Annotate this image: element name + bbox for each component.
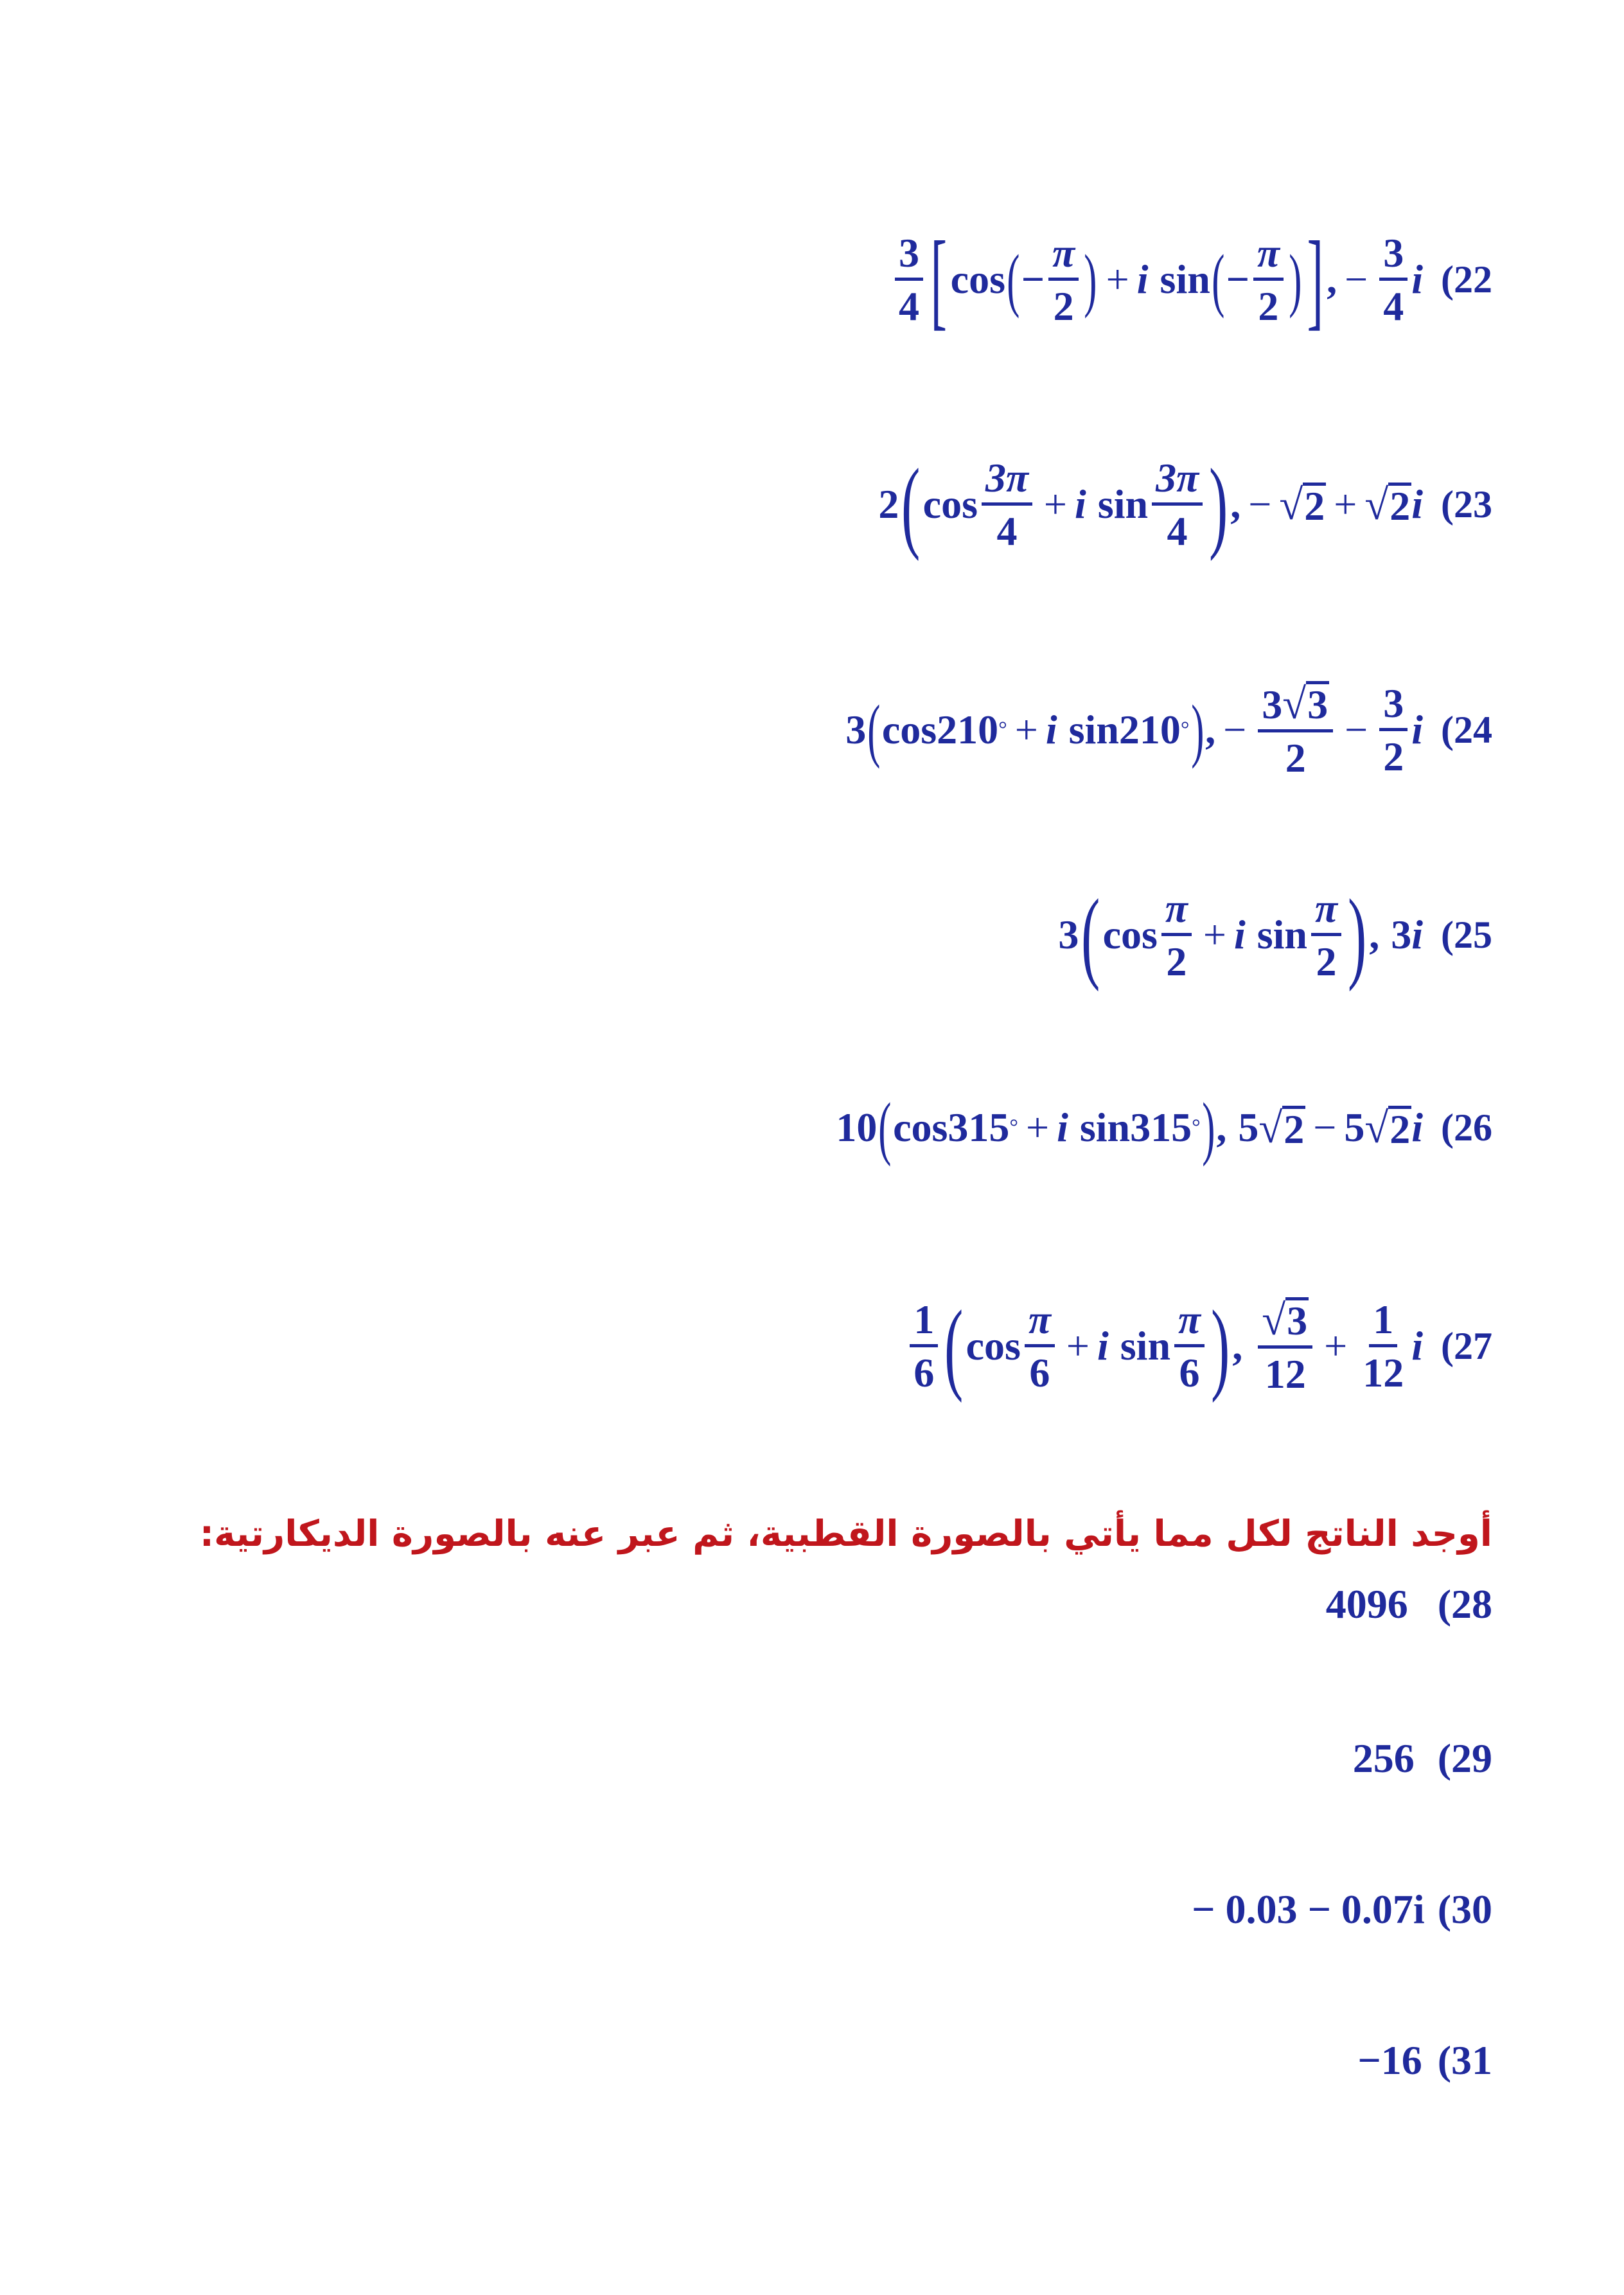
- sin-text: sin: [1257, 912, 1308, 957]
- problem-26: [836, 1088, 1492, 1167]
- denominator: 2: [1285, 735, 1306, 781]
- angle: 315: [1130, 1104, 1192, 1150]
- denominator: 4: [899, 283, 920, 329]
- minus-sign: −: [1345, 256, 1368, 302]
- fraction: [895, 229, 923, 329]
- answer-28: [1326, 1581, 1492, 1628]
- problem-22: [891, 219, 1492, 340]
- numerator: π: [1311, 888, 1341, 936]
- sqrt-symbol: √: [1282, 679, 1307, 728]
- denominator: 2: [1383, 733, 1404, 779]
- left-paren: (: [867, 691, 881, 769]
- sqrt-symbol: √: [1364, 481, 1389, 529]
- answer-value: 256: [1352, 1735, 1415, 1781]
- right-paren: ): [1347, 878, 1367, 992]
- answer-value: 4096: [1325, 1581, 1408, 1627]
- fraction: [1025, 1296, 1055, 1396]
- radicand: 3: [1287, 1298, 1308, 1343]
- answer-coefficient: 3: [1391, 912, 1412, 957]
- numerator: 1: [910, 1299, 938, 1347]
- right-paren: ): [1190, 691, 1204, 769]
- comma: ,: [1232, 1323, 1243, 1369]
- section-instruction: أوجد الناتج لكل مما يأتي بالصورة القطبية، ثم عبر عنه بالصورة الديكارتية:: [199, 1513, 1492, 1555]
- problem-number: (22: [1441, 258, 1492, 301]
- square-root: [1282, 679, 1329, 728]
- plus-sign: +: [1014, 707, 1038, 752]
- answer-value: −16: [1357, 2037, 1422, 2083]
- plus-sign: +: [1025, 1104, 1050, 1150]
- plus-sign: +: [1043, 481, 1068, 527]
- fraction: [982, 454, 1032, 554]
- degree-symbol: °: [1180, 718, 1190, 741]
- fraction: [1359, 1296, 1408, 1396]
- sin-text: sin: [1120, 1323, 1171, 1369]
- right-paren: ): [1201, 1088, 1215, 1167]
- degree-symbol: °: [1192, 1115, 1201, 1139]
- numerator: π: [1174, 1299, 1205, 1347]
- angle: 210: [1118, 707, 1181, 752]
- minus-sign: −: [1226, 256, 1249, 302]
- answer-31: [1357, 2037, 1492, 2084]
- coefficient: 5: [1238, 1104, 1259, 1150]
- imaginary-unit: i: [1233, 912, 1246, 957]
- degree-symbol: °: [1009, 1115, 1018, 1139]
- problem-23: [878, 447, 1492, 562]
- square-root: [1364, 1104, 1411, 1153]
- plus-sign: +: [1106, 256, 1129, 302]
- numerator: π: [1048, 233, 1079, 281]
- imaginary-unit: i: [1411, 481, 1424, 527]
- denominator: 12: [1264, 1351, 1306, 1397]
- problem-number: (30: [1437, 1886, 1492, 1932]
- minus-sign: −: [1223, 707, 1247, 752]
- denominator: 2: [1166, 938, 1187, 984]
- comma: ,: [1205, 707, 1216, 752]
- left-paren: (: [901, 447, 921, 562]
- problem-number: (23: [1441, 483, 1492, 526]
- fraction: [1258, 1297, 1312, 1395]
- plus-sign: +: [1324, 1323, 1348, 1369]
- denominator: 4: [1167, 508, 1188, 554]
- denominator: 6: [1179, 1349, 1200, 1396]
- numerator: 3π: [1152, 457, 1203, 506]
- problem-number: (25: [1441, 913, 1492, 956]
- cos-text: cos: [881, 707, 937, 752]
- plus-sign: +: [1334, 481, 1357, 527]
- radicand: 2: [1390, 483, 1411, 529]
- left-paren: (: [1212, 240, 1225, 319]
- cos-text: cos: [1102, 912, 1158, 957]
- problem-number: (26: [1441, 1106, 1492, 1149]
- imaginary-unit: i: [1097, 1323, 1109, 1369]
- coefficient: 3: [1058, 912, 1079, 957]
- fraction: [1379, 229, 1408, 329]
- numerator: π: [1253, 233, 1284, 281]
- problem-number: (31: [1437, 2037, 1492, 2083]
- fraction: [1379, 680, 1408, 779]
- right-paren: ): [1209, 447, 1228, 562]
- denominator: 6: [1029, 1349, 1050, 1396]
- numerator: 3: [895, 233, 923, 281]
- cos-text: cos: [922, 481, 978, 527]
- numerator: π: [1025, 1299, 1055, 1347]
- radicand: 2: [1304, 483, 1325, 529]
- denominator: 4: [1383, 283, 1404, 329]
- square-root: [1279, 483, 1326, 527]
- minus-sign: −: [1313, 1104, 1337, 1150]
- comma: ,: [1327, 256, 1337, 302]
- denominator: 2: [1316, 938, 1337, 984]
- numerator: 3π: [982, 457, 1032, 506]
- right-paren: ): [1289, 240, 1302, 319]
- numerator: 1: [1369, 1299, 1397, 1347]
- imaginary-unit: i: [1075, 481, 1086, 527]
- minus-sign: −: [1021, 256, 1045, 302]
- denominator: 6: [914, 1349, 935, 1396]
- numerator-coefficient: 3: [1262, 681, 1283, 727]
- fraction: [910, 1296, 938, 1396]
- problem-25: [1058, 878, 1492, 992]
- numerator: [1258, 681, 1333, 732]
- radicand: 3: [1307, 682, 1328, 727]
- fraction: [1048, 229, 1079, 329]
- comma: ,: [1369, 912, 1380, 957]
- right-paren: ): [1210, 1289, 1230, 1403]
- imaginary-unit: i: [1411, 1323, 1424, 1369]
- problem-number: (28: [1437, 1581, 1492, 1627]
- answer-value: − 0.03 − 0.07i: [1191, 1886, 1425, 1932]
- radicand: 2: [1390, 1106, 1411, 1152]
- imaginary-unit: i: [1057, 1104, 1068, 1150]
- left-paren: (: [1007, 240, 1020, 319]
- sin-text: sin: [1068, 707, 1119, 752]
- problem-24: [845, 681, 1492, 779]
- imaginary-unit: i: [1411, 912, 1424, 957]
- cos-text: cos: [893, 1104, 948, 1150]
- minus-sign: −: [1248, 481, 1272, 527]
- coefficient: 3: [845, 707, 867, 752]
- numerator: [1258, 1297, 1312, 1349]
- imaginary-unit: i: [1136, 256, 1149, 302]
- coefficient: 5: [1344, 1104, 1365, 1150]
- fraction: [1258, 681, 1333, 779]
- left-bracket: [: [930, 219, 948, 340]
- radicand: 2: [1284, 1106, 1305, 1152]
- sin-text: sin: [1079, 1104, 1131, 1150]
- sin-text: sin: [1097, 481, 1149, 527]
- imaginary-unit: i: [1045, 707, 1057, 752]
- left-paren: (: [944, 1289, 964, 1403]
- comma: ,: [1216, 1104, 1227, 1150]
- problem-number: (27: [1441, 1324, 1492, 1367]
- angle: 315: [948, 1104, 1010, 1150]
- imaginary-unit: i: [1411, 1104, 1424, 1150]
- answer-30: [1192, 1886, 1492, 1933]
- denominator: 2: [1053, 283, 1074, 329]
- numerator: 3: [1379, 233, 1408, 281]
- comma: ,: [1230, 481, 1241, 527]
- left-paren: (: [1081, 878, 1100, 992]
- numerator: 3: [1379, 683, 1408, 731]
- problem-27: [906, 1289, 1492, 1403]
- fraction: [1152, 454, 1203, 554]
- minus-sign: −: [1345, 707, 1368, 752]
- problem-number: (29: [1437, 1735, 1492, 1781]
- denominator: 4: [996, 508, 1018, 554]
- denominator: 2: [1258, 283, 1279, 329]
- sin-text: sin: [1160, 256, 1210, 302]
- numerator: π: [1161, 888, 1192, 936]
- right-paren: ): [1084, 240, 1097, 319]
- degree-symbol: °: [998, 718, 1007, 741]
- sqrt-symbol: √: [1258, 1104, 1283, 1153]
- cos-text: cos: [950, 256, 1005, 302]
- problem-number: (24: [1441, 708, 1492, 751]
- plus-sign: +: [1066, 1323, 1090, 1369]
- angle: 210: [937, 707, 999, 752]
- right-bracket: ]: [1307, 219, 1323, 340]
- cos-text: cos: [966, 1323, 1021, 1369]
- fraction: [1161, 885, 1192, 984]
- sqrt-symbol: √: [1364, 1104, 1389, 1153]
- sqrt-symbol: √: [1279, 481, 1303, 529]
- imaginary-unit: i: [1411, 256, 1424, 302]
- fraction: [1174, 1296, 1205, 1396]
- fraction: [1253, 229, 1284, 329]
- denominator: 12: [1363, 1349, 1404, 1396]
- plus-sign: +: [1203, 912, 1226, 957]
- imaginary-unit: i: [1411, 707, 1424, 752]
- sqrt-symbol: √: [1262, 1295, 1286, 1344]
- square-root: [1258, 1104, 1305, 1153]
- fraction: [1311, 885, 1341, 984]
- coefficient: 10: [836, 1104, 878, 1150]
- left-paren: (: [878, 1088, 892, 1167]
- answer-29: [1353, 1735, 1492, 1782]
- square-root: [1364, 483, 1411, 527]
- square-root: [1262, 1297, 1309, 1342]
- coefficient: 2: [878, 481, 899, 527]
